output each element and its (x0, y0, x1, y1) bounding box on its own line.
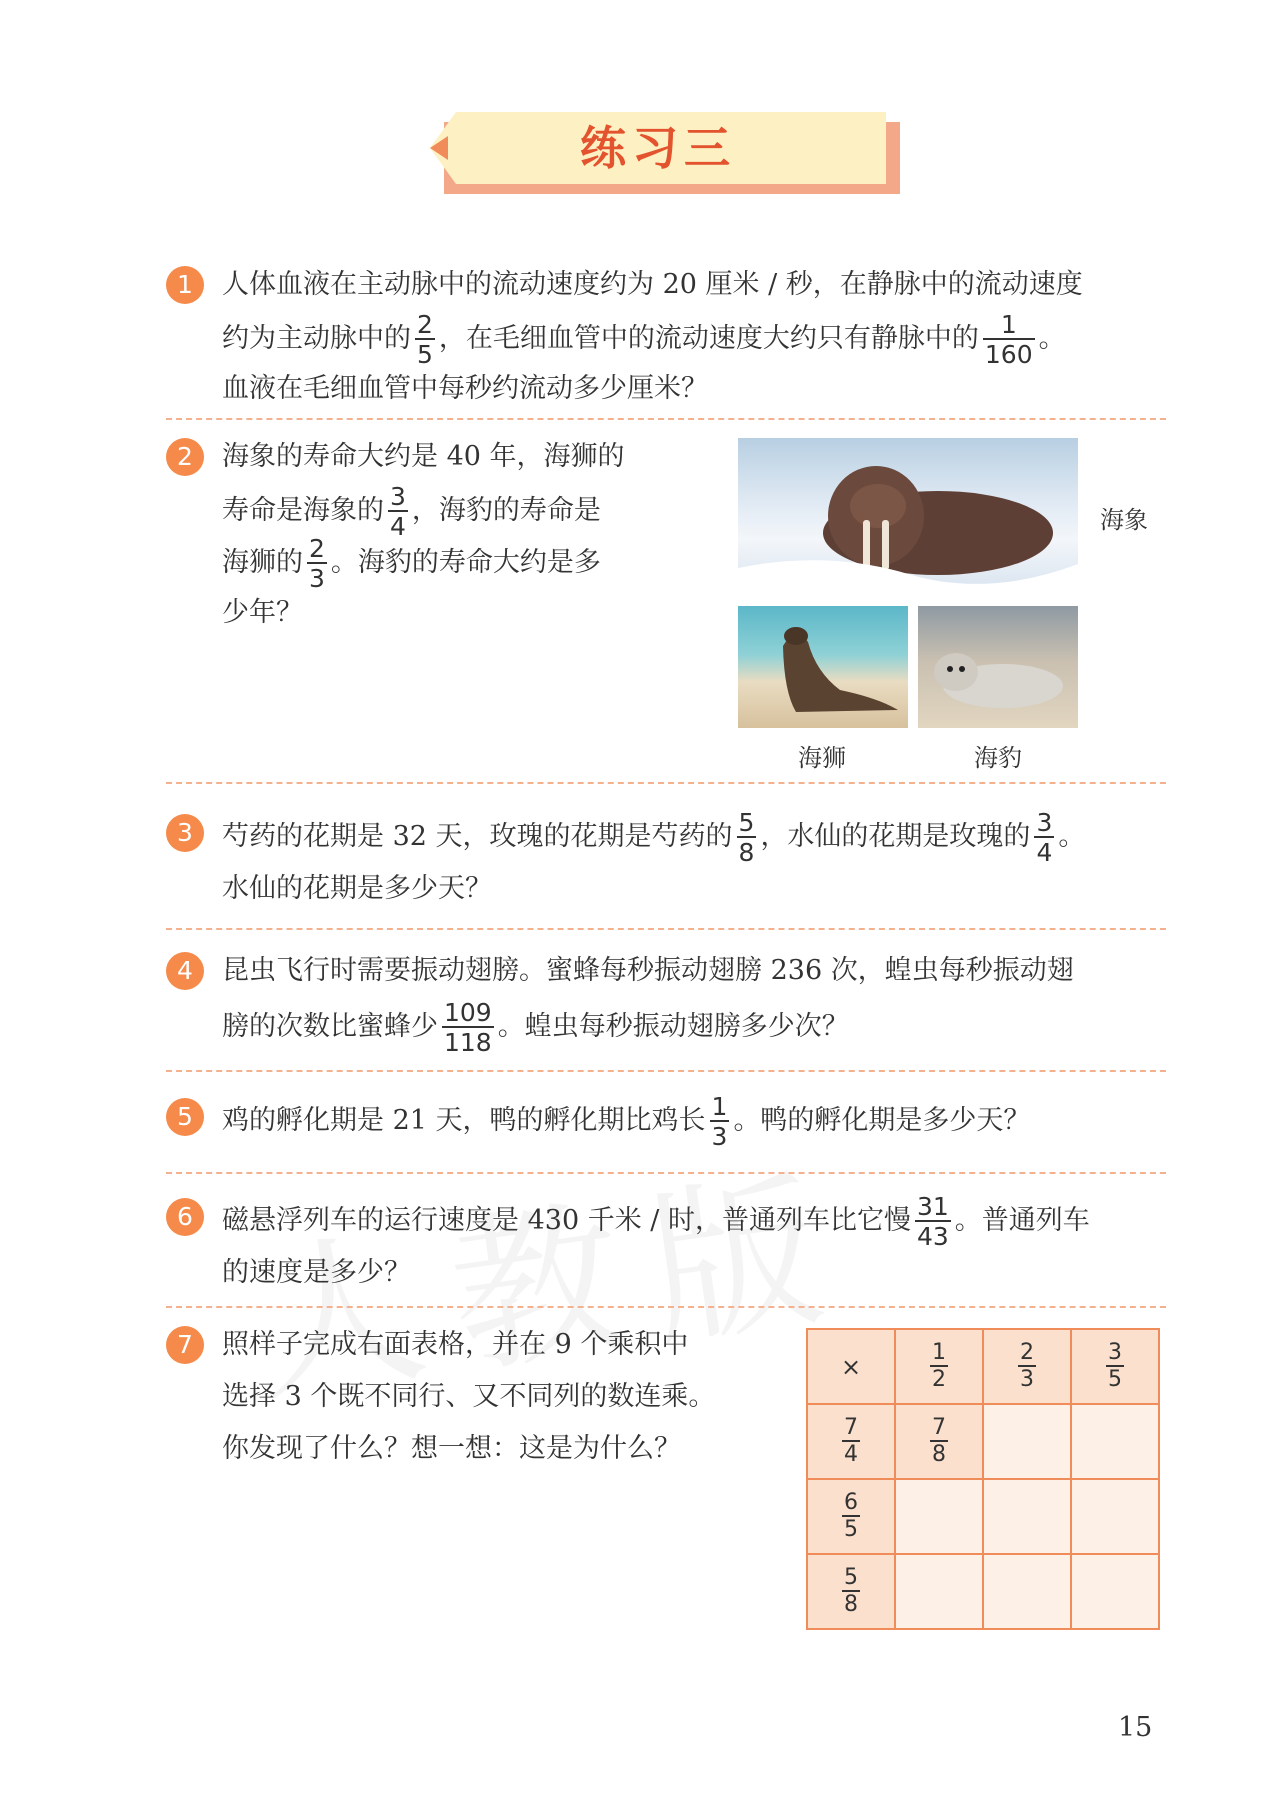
numerator: 7 (932, 1415, 946, 1440)
text-segment: ，海豹的寿命是 (411, 495, 601, 526)
numerator: 1 (711, 1092, 728, 1121)
table-header-cell (1071, 1329, 1159, 1404)
table-blank-cell (983, 1479, 1071, 1554)
text-segment: 约为主动脉中的 (222, 323, 411, 354)
question-text-line: 昆虫飞行时需要振动翅膀。蜜蜂每秒振动翅膀 236 次，蝗虫每秒振动翅 (222, 955, 1074, 986)
page-title: 练习三 (580, 121, 736, 175)
numerator: 2 (1020, 1340, 1034, 1365)
question-text-line: 人体血液在主动脉中的流动速度约为 20 厘米 / 秒，在静脉中的流动速度 (222, 269, 1083, 300)
table-row (807, 1479, 1159, 1554)
table-blank-cell (1071, 1404, 1159, 1479)
denominator: 5 (844, 1517, 858, 1542)
dashed-divider (166, 418, 1166, 420)
table-blank-cell (983, 1404, 1071, 1479)
question-text-line (222, 1092, 1031, 1151)
question-text-line (222, 482, 601, 541)
denominator: 5 (417, 340, 433, 369)
question-text-line: 海象的寿命大约是 40 年，海狮的 (222, 441, 625, 472)
numerator: 5 (844, 1565, 858, 1590)
table-blank-cell (1071, 1554, 1159, 1629)
table-row (807, 1329, 1159, 1404)
dashed-divider (166, 928, 1166, 930)
text-segment: 磁悬浮列车的运行速度是 430 千米 / 时，普通列车比它慢 (222, 1205, 911, 1236)
question-text-line: 照样子完成右面表格，并在 9 个乘积中 (222, 1329, 689, 1360)
numerator: 5 (738, 808, 755, 837)
question-text-line: 水仙的花期是多少天？ (222, 873, 492, 904)
question-text-line (222, 808, 1086, 867)
table-corner-cell: × (807, 1329, 895, 1404)
seal-illustration (918, 606, 1078, 728)
fraction (930, 1417, 948, 1466)
sea-lion-photo (738, 606, 908, 728)
title-banner (430, 112, 900, 194)
question-text-line: 血液在毛细血管中每秒约流动多少厘米？ (222, 373, 708, 404)
fraction (983, 312, 1035, 367)
walrus-illustration (738, 438, 1078, 594)
question-text-line: 少年？ (222, 597, 303, 628)
numerator: 7 (844, 1415, 858, 1440)
denominator: 4 (1036, 838, 1053, 867)
numerator: 1 (932, 1340, 946, 1365)
fraction (930, 1342, 948, 1391)
text-segment: 。普通列车 (954, 1205, 1090, 1236)
numerator: 31 (916, 1192, 949, 1221)
numerator: 3 (1108, 1340, 1122, 1365)
question-number-badge: 2 (166, 438, 204, 476)
question-number-badge: 5 (166, 1098, 204, 1136)
table-row (807, 1554, 1159, 1629)
text-segment: 膀的次数比蜜蜂少 (222, 1011, 438, 1042)
fraction (1034, 810, 1054, 865)
denominator: 2 (932, 1367, 946, 1392)
question-text-line (222, 310, 1066, 369)
text-segment: 芍药的花期是 32 天，玫瑰的花期是芍药的 (222, 821, 733, 852)
dashed-divider (166, 1070, 1166, 1072)
numerator: 3 (390, 482, 406, 511)
denominator: 4 (390, 512, 406, 541)
denominator: 8 (738, 838, 755, 867)
walrus-caption: 海象 (1100, 506, 1148, 534)
table-blank-cell (1071, 1479, 1159, 1554)
question-number-badge: 3 (166, 814, 204, 852)
denominator: 4 (844, 1442, 858, 1467)
multiplication-table (806, 1328, 1160, 1630)
text-segment: 。蝗虫每秒振动翅膀多少次？ (497, 1011, 849, 1042)
fraction (710, 1094, 730, 1149)
numerator: 2 (309, 534, 325, 563)
page-number: 15 (1118, 1712, 1153, 1743)
table-header-cell (895, 1329, 983, 1404)
seal-photo (918, 606, 1078, 728)
text-segment: ，在毛细血管中的流动速度大约只有静脉中的 (438, 323, 979, 354)
walrus-photo (738, 438, 1078, 594)
denominator: 5 (1108, 1367, 1122, 1392)
seal-caption: 海豹 (974, 744, 1022, 772)
denominator: 118 (444, 1028, 492, 1057)
sea-lion-illustration (738, 606, 908, 728)
numerator: 1 (983, 312, 1035, 340)
table-blank-cell (895, 1479, 983, 1554)
fraction (388, 484, 408, 539)
fraction (415, 312, 435, 367)
text-segment: 寿命是海象的 (222, 495, 384, 526)
question-text-line (222, 1192, 1090, 1251)
question-text-line: 的速度是多少？ (222, 1257, 411, 1288)
question-text-line: 选择 3 个既不同行、又不同列的数连乘。 (222, 1381, 716, 1412)
numerator: 3 (1036, 808, 1053, 837)
denominator: 3 (1020, 1367, 1034, 1392)
text-segment: 鸡的孵化期是 21 天，鸭的孵化期比鸡长 (222, 1105, 706, 1136)
table-row (807, 1404, 1159, 1479)
denominator: 3 (309, 564, 325, 593)
question-number-badge: 1 (166, 266, 204, 304)
denominator: 3 (711, 1122, 728, 1151)
question-text-line: 你发现了什么？想一想：这是为什么？ (222, 1433, 681, 1464)
text-segment: 海狮的 (222, 547, 303, 578)
text-segment: 。 (1038, 323, 1066, 354)
table-blank-cell (895, 1554, 983, 1629)
table-header-cell (807, 1404, 895, 1479)
fraction (842, 1567, 860, 1616)
fraction (1018, 1342, 1036, 1391)
sea-lion-caption: 海狮 (798, 744, 846, 772)
fraction (915, 1194, 951, 1249)
fraction (842, 1417, 860, 1466)
fraction (737, 810, 757, 865)
numerator: 2 (417, 310, 433, 339)
table-blank-cell (983, 1554, 1071, 1629)
denominator: 8 (844, 1592, 858, 1617)
denominator: 43 (916, 1222, 949, 1251)
text-segment: ，水仙的花期是玫瑰的 (760, 821, 1031, 852)
text-segment: 。 (1058, 821, 1086, 852)
table-header-cell (807, 1554, 895, 1629)
question-number-badge: 7 (166, 1326, 204, 1364)
fraction (1106, 1342, 1124, 1391)
denominator: 160 (984, 340, 1033, 369)
fraction (842, 1492, 860, 1541)
question-number-badge: 6 (166, 1198, 204, 1236)
question-text-line (222, 534, 601, 593)
numerator: 109 (444, 998, 492, 1027)
numerator: 6 (844, 1490, 858, 1515)
fraction (442, 1000, 494, 1055)
question-number-badge: 4 (166, 952, 204, 990)
dashed-divider (166, 782, 1166, 784)
question-text-line (222, 998, 849, 1057)
denominator: 8 (932, 1442, 946, 1467)
dashed-divider (166, 1306, 1166, 1308)
fraction (307, 536, 327, 591)
dashed-divider (166, 1172, 1166, 1174)
table-example-cell (895, 1404, 983, 1479)
table-header-cell (807, 1479, 895, 1554)
text-segment: 。鸭的孵化期是多少天？ (733, 1105, 1031, 1136)
table-header-cell (983, 1329, 1071, 1404)
text-segment: 。海豹的寿命大约是多 (330, 547, 601, 578)
